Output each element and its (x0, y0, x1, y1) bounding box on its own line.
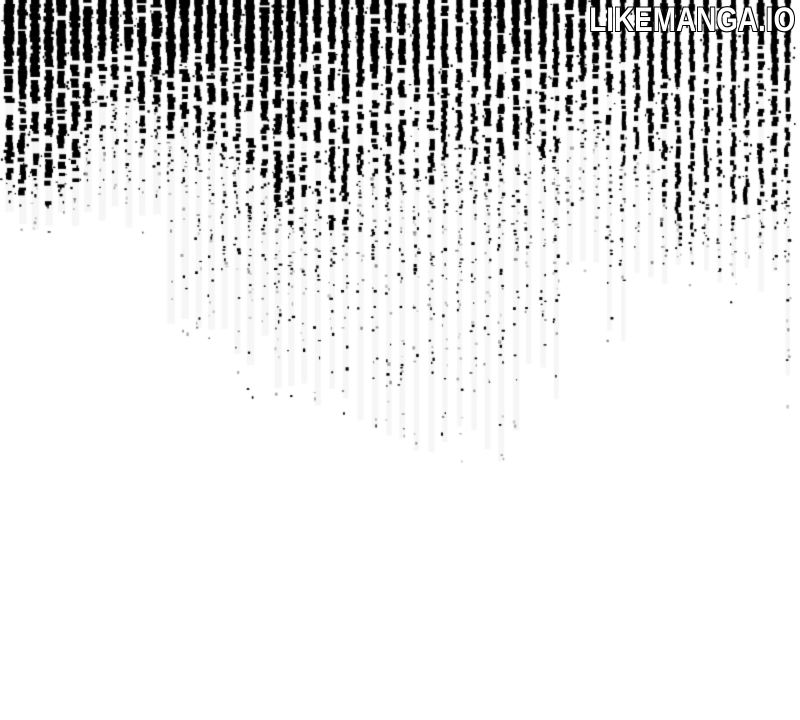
site-watermark: LIKEMANGA.IO (589, 1, 795, 39)
